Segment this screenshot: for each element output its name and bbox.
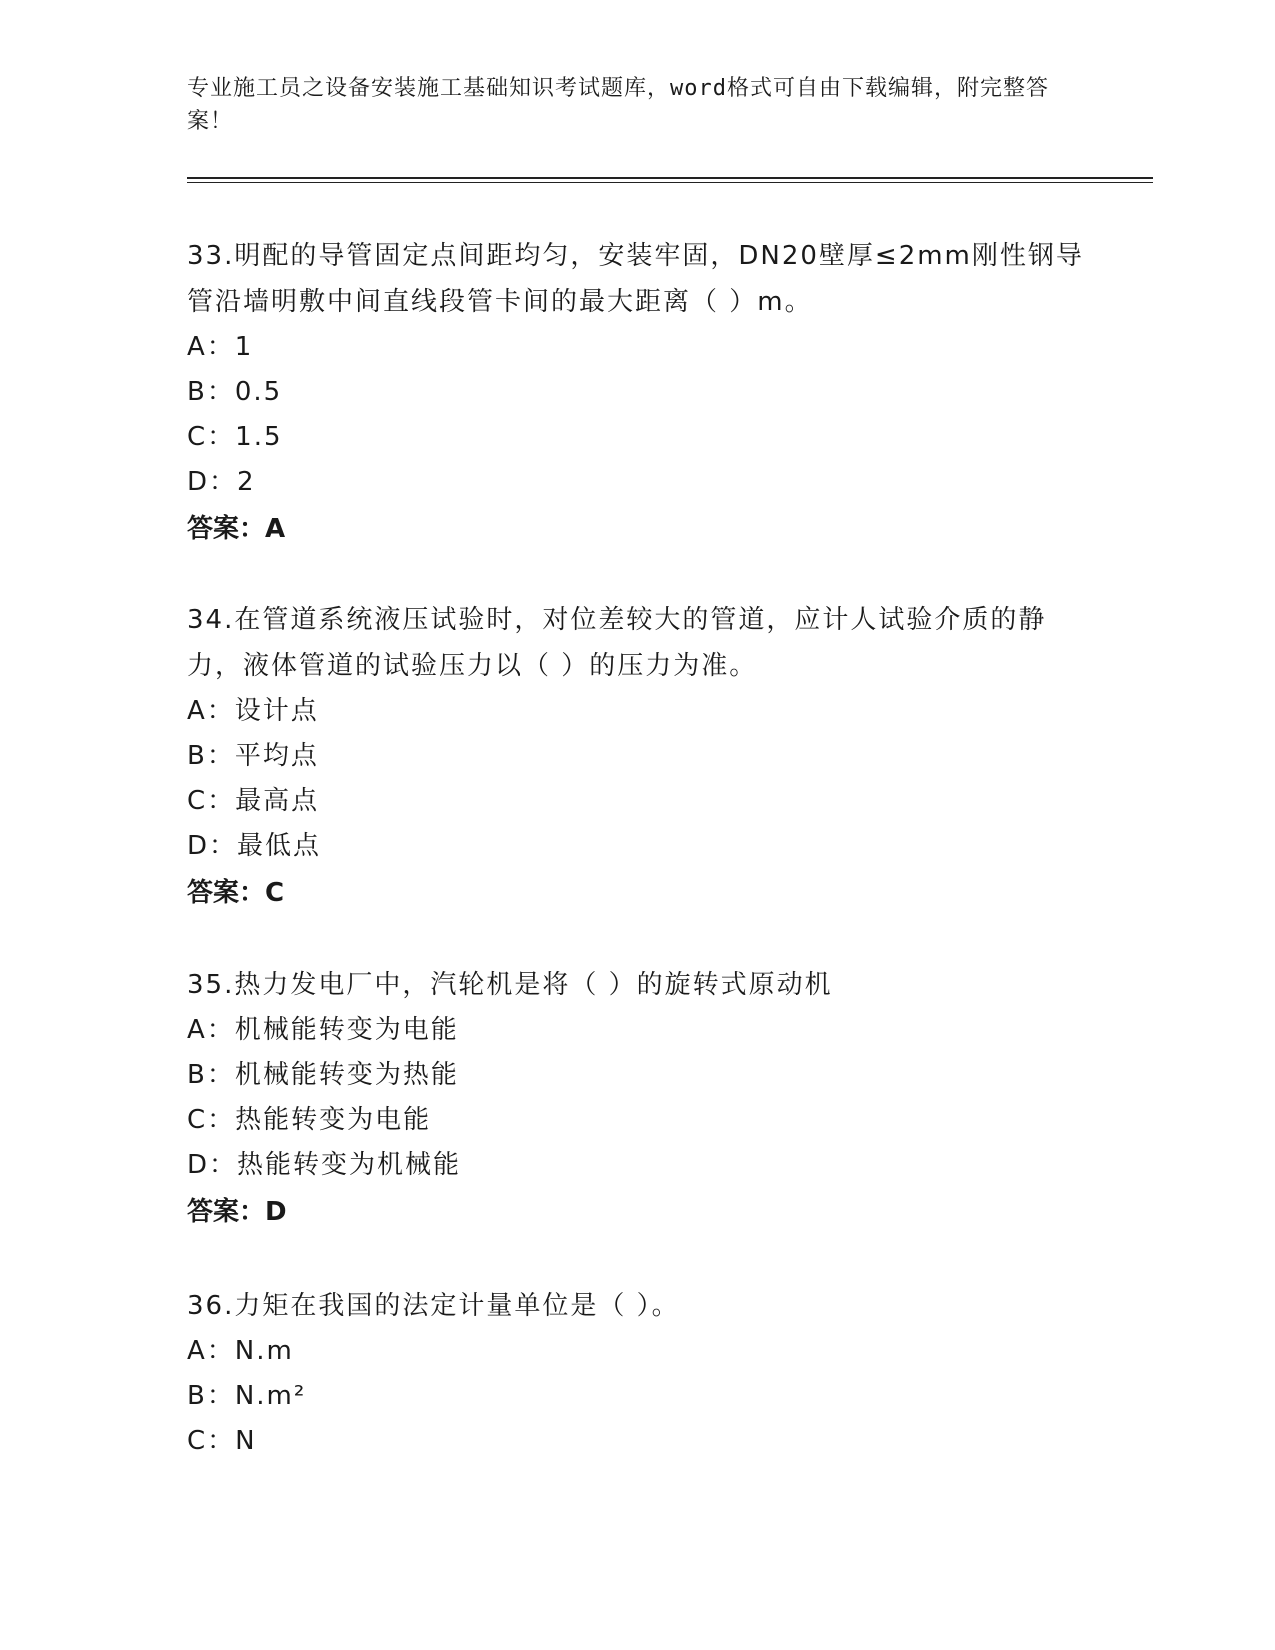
answer: 答案：A [187,514,286,544]
question-stem: 35.热力发电厂中，汽轮机是将（ ）的旋转式原动机 [187,970,833,1000]
option-a: A：机械能转变为电能 [187,1015,459,1045]
question-stem: 34.在管道系统液压试验时，对位差较大的管道，应计人试验介质的静力，液体管道的试验压力以（ ）的压力为准。 [187,605,1047,681]
question-35 [187,962,1087,1236]
option-b: B：机械能转变为热能 [187,1060,459,1090]
option-c: C：1.5 [187,422,283,452]
question-34 [187,597,1087,917]
answer: 答案：C [187,878,285,908]
option-c: C：N [187,1426,257,1456]
answer: 答案：D [187,1197,287,1227]
option-c: C：热能转变为电能 [187,1105,432,1135]
question-36 [187,1283,1087,1464]
option-d: D：热能转变为机械能 [187,1150,462,1180]
option-a: A：N.m [187,1336,294,1366]
option-a: A：设计点 [187,696,319,726]
option-b: B：N.m² [187,1381,307,1411]
option-d: D：最低点 [187,831,322,861]
question-stem: 33.明配的导管固定点间距均匀，安装牢固，DN20壁厚≤2mm刚性钢导管沿墙明敷中间直线段管卡间的最大距离（ ）m。 [187,241,1084,317]
header-divider-thick [187,177,1153,179]
option-a: A：1 [187,332,254,362]
question-stem: 36.力矩在我国的法定计量单位是（ ）。 [187,1291,680,1321]
option-d: D：2 [187,467,256,497]
option-c: C：最高点 [187,786,320,816]
document-header: 专业施工员之设备安装施工基础知识考试题库，word格式可自由下载编辑，附完整答案！ [187,76,1049,134]
option-b: B：平均点 [187,741,319,771]
header-divider-thin [187,182,1153,183]
option-b: B：0.5 [187,377,283,407]
question-33 [187,233,1087,553]
